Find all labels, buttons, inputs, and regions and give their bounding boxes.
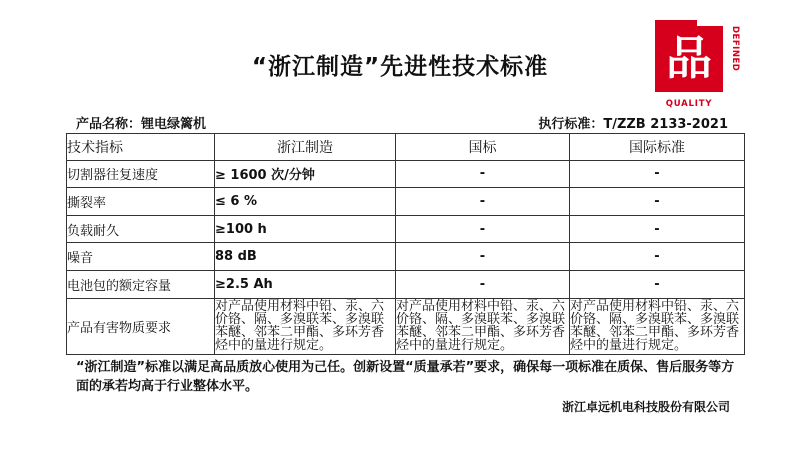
row-national-value: - <box>396 160 570 188</box>
row-zhejiang-value: ≥2.5 Ah <box>215 271 396 299</box>
table-row <box>67 215 745 243</box>
row-international-value: - <box>570 188 745 216</box>
row-international-value: - <box>570 271 745 299</box>
row-national-value: - <box>396 215 570 243</box>
product-name: 产品名称：锂电绿篱机 <box>76 117 207 132</box>
hazard-international-text: 对产品使用材料中铅、汞、六价铬、隔、多溴联苯、多溴联苯醚、邻苯二甲酯、多环芳香烃中的量进行规定。 <box>570 298 745 354</box>
header-national: 国标 <box>396 134 570 161</box>
row-zhejiang-value: ≥100 h <box>215 215 396 243</box>
quality-logo <box>651 16 751 116</box>
row-zhejiang-value: 88 dB <box>215 243 396 271</box>
quality-statement: “浙江制造”标准以满足高品质放心使用为己任。创新设置“质量承若”要求，确保每一项标准在质保、售后服务等方面的承若均高于行业整体水平。 <box>76 360 735 394</box>
row-label: 噪音 <box>67 243 215 271</box>
row-international-value: - <box>570 243 745 271</box>
page-title: “浙江制造”先进性技术标准 <box>251 54 549 80</box>
hazard-row <box>67 298 745 354</box>
hazard-zhejiang-text: 对产品使用材料中铅、汞、六价铬、隔、多溴联苯、多溴联苯醚、邻苯二甲酯、多环芳香烃中的量进行规定。 <box>215 298 396 354</box>
company-name: 浙江卓远机电科技股份有限公司 <box>561 400 730 414</box>
row-zhejiang-value: ≥ 1600 次/分钟 <box>215 160 396 188</box>
header-zhejiang: 浙江制造 <box>215 134 396 161</box>
logo-ring-text: DEFINED <box>730 26 740 72</box>
hazard-label: 产品有害物质要求 <box>67 298 215 354</box>
row-label: 切割器往复速度 <box>67 160 215 188</box>
table-row <box>67 188 745 216</box>
logo-bottom-text: QUALITY <box>665 99 713 109</box>
row-international-value: - <box>570 215 745 243</box>
header-indicator: 技术指标 <box>67 134 215 161</box>
table-row <box>67 160 745 188</box>
spec-table <box>66 133 745 355</box>
row-national-value: - <box>396 188 570 216</box>
table-header-row <box>67 134 745 161</box>
row-label: 负载耐久 <box>67 215 215 243</box>
hazard-national-text: 对产品使用材料中铅、汞、六价铬、隔、多溴联苯、多溴联苯醚、邻苯二甲酯、多环芳香烃中的量进行规定。 <box>396 298 570 354</box>
standard-code: 执行标准：T/ZZB 2133-2021 <box>538 117 728 132</box>
table-row <box>67 243 745 271</box>
logo-glyph: 品 <box>666 31 712 85</box>
row-label: 电池包的额定容量 <box>67 271 215 299</box>
row-zhejiang-value: ≤ 6 % <box>215 188 396 216</box>
row-national-value: - <box>396 271 570 299</box>
header-international: 国际标准 <box>570 134 745 161</box>
row-national-value: - <box>396 243 570 271</box>
table-row <box>67 271 745 299</box>
row-international-value: - <box>570 160 745 188</box>
row-label: 撕裂率 <box>67 188 215 216</box>
logo-corner-notch <box>697 20 723 26</box>
